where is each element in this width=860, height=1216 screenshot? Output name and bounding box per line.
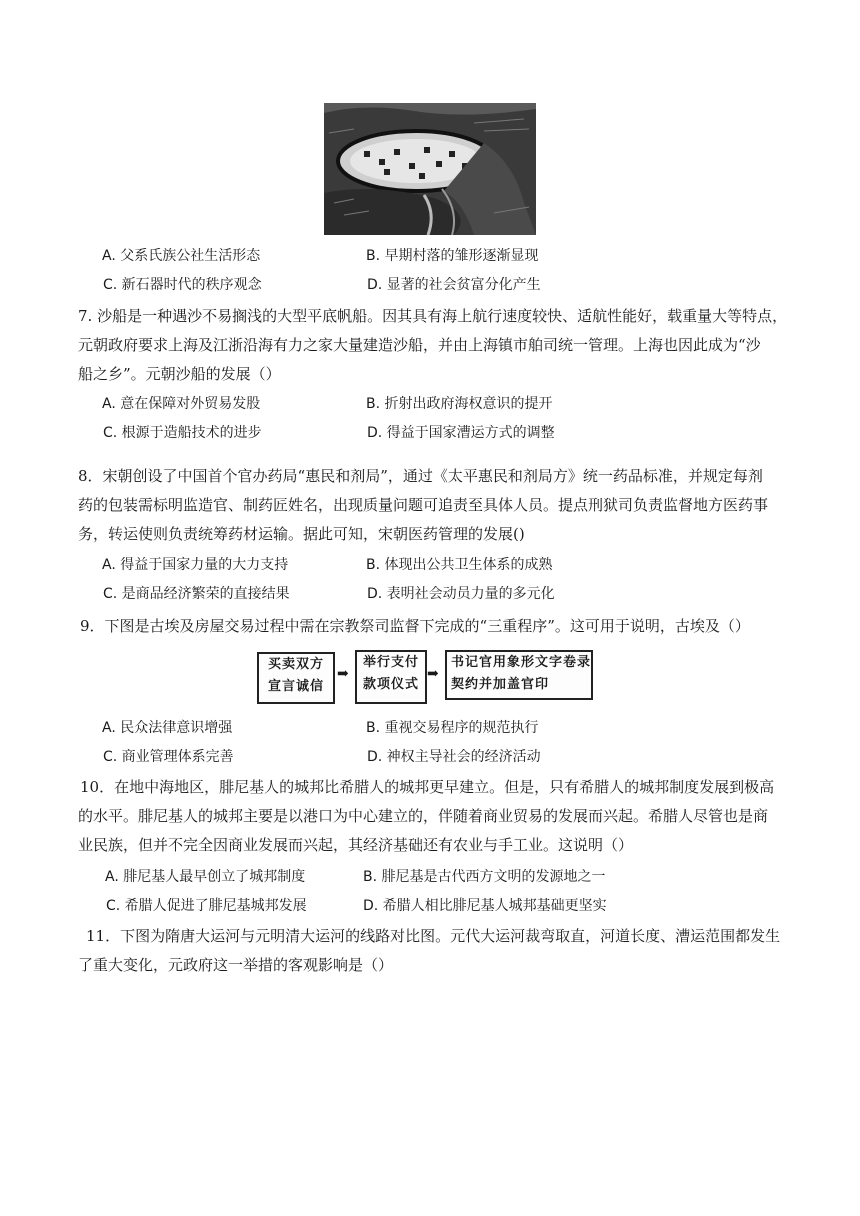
procedure-step-2 — [355, 650, 427, 704]
procedure-step-2-line-2: 款项仪式 — [362, 677, 419, 692]
q7-option-a: A. 意在保障对外贸易发股 — [102, 396, 261, 412]
q8-stem-line-3: 务，转运使则负责统筹药材运输。据此可知，宋朝医药管理的发展() — [78, 525, 525, 543]
q10-stem-line-2: 的水平。腓尼基人的城邦主要是以港口为中心建立的，伴随着商业贸易的发展而兴起。希腊人尽管也是商 — [78, 807, 769, 825]
q8-option-a: A. 得益于国家力量的大力支持 — [102, 557, 289, 573]
q8-stem-line-1: 8．宋朝创设了中国首个官办药局“惠民和剂局”，通过《太平惠民和剂局方》统一药品标准，并规定每剂 — [78, 467, 763, 485]
q10-stem-line-3: 业民族，但并不完全因商业发展而兴起，其经济基础还有农业与手工业。这说明（） — [78, 836, 634, 854]
arrow-right-icon: ➡ — [337, 666, 349, 682]
three-step-procedure-diagram — [257, 650, 597, 706]
q6-option-b: B. 早期村落的雏形逐渐显现 — [366, 248, 539, 264]
q7-stem-line-3: 船之乡”。元朝沙船的发展（） — [78, 365, 281, 383]
procedure-step-3 — [445, 650, 593, 700]
q7-option-c: C. 根源于造船技术的进步 — [103, 425, 262, 441]
q9-stem-line-1: 9．下图是古埃及房屋交易过程中需在宗教祭司监督下完成的“三重程序”。这可用于说明，古埃及（） — [80, 617, 750, 635]
q8-option-c: C. 是商品经济繁荣的直接结果 — [103, 586, 290, 602]
q9-option-c: C. 商业管理体系完善 — [103, 749, 234, 765]
q10-option-d: D. 希腊人相比腓尼基人城邦基础更坚实 — [363, 898, 607, 914]
q9-option-d: D. 神权主导社会的经济活动 — [367, 749, 541, 765]
settlement-illustration-graphic — [324, 103, 536, 235]
q10-option-a: A. 腓尼基人最早创立了城邦制度 — [105, 869, 306, 885]
procedure-step-2-line-1: 举行支付 — [362, 655, 419, 670]
q8-option-d: D. 表明社会动员力量的多元化 — [367, 586, 555, 602]
q6-option-d: D. 显著的社会贫富分化产生 — [367, 277, 541, 293]
q7-stem-line-2: 元朝政府要求上海及江浙沿海有力之家大量建造沙船，并由上海镇市舶司统一管理。上海也因此成为“沙 — [78, 336, 761, 354]
q7-option-d: D. 得益于国家漕运方式的调整 — [367, 425, 555, 441]
settlement-illustration — [324, 103, 536, 235]
procedure-step-1-line-1: 买卖双方 — [267, 657, 324, 672]
q8-stem-line-2: 药的包装需标明监造官、制药匠姓名，出现质量问题可追责至具体人员。提点刑狱司负责监督地方医药事 — [78, 496, 769, 514]
arrow-right-icon: ➡ — [427, 666, 439, 682]
q10-option-b: B. 腓尼基是古代西方文明的发源地之一 — [363, 869, 606, 885]
q6-option-a: A. 父系氏族公社生活形态 — [102, 248, 261, 264]
q9-option-a: A. 民众法律意识增强 — [102, 720, 233, 736]
procedure-step-1 — [257, 652, 335, 704]
procedure-step-1-line-2: 宣言诚信 — [267, 679, 324, 694]
q7-stem-line-1: 7. 沙船是一种遇沙不易搁浅的大型平底帆船。因其具有海上航行速度较快、适航性能好，载重量大等特点， — [78, 307, 788, 325]
q10-option-c: C. 希腊人促进了腓尼基城邦发展 — [106, 898, 307, 914]
q10-stem-line-1: 10．在地中海地区，腓尼基人的城邦比希腊人的城邦更早建立。但是，只有希腊人的城邦制度发展到极高 — [80, 778, 775, 796]
q8-option-b: B. 体现出公共卫生体系的成熟 — [366, 557, 553, 573]
q7-option-b: B. 折射出政府海权意识的提开 — [366, 396, 553, 412]
q6-option-c: C. 新石器时代的秩序观念 — [103, 277, 262, 293]
q11-stem-line-2: 了重大变化，元政府这一举措的客观影响是（） — [78, 956, 394, 974]
procedure-step-3-line-2: 契约并加盖官印 — [451, 677, 550, 692]
q11-stem-line-1: 11．下图为隋唐大运河与元明清大运河的线路对比图。元代大运河裁弯取直，河道长度、漕运范围都发生 — [86, 927, 781, 945]
q9-option-b: B. 重视交易程序的规范执行 — [366, 720, 539, 736]
procedure-step-3-line-1: 书记官用象形文字卷录 — [451, 655, 592, 670]
